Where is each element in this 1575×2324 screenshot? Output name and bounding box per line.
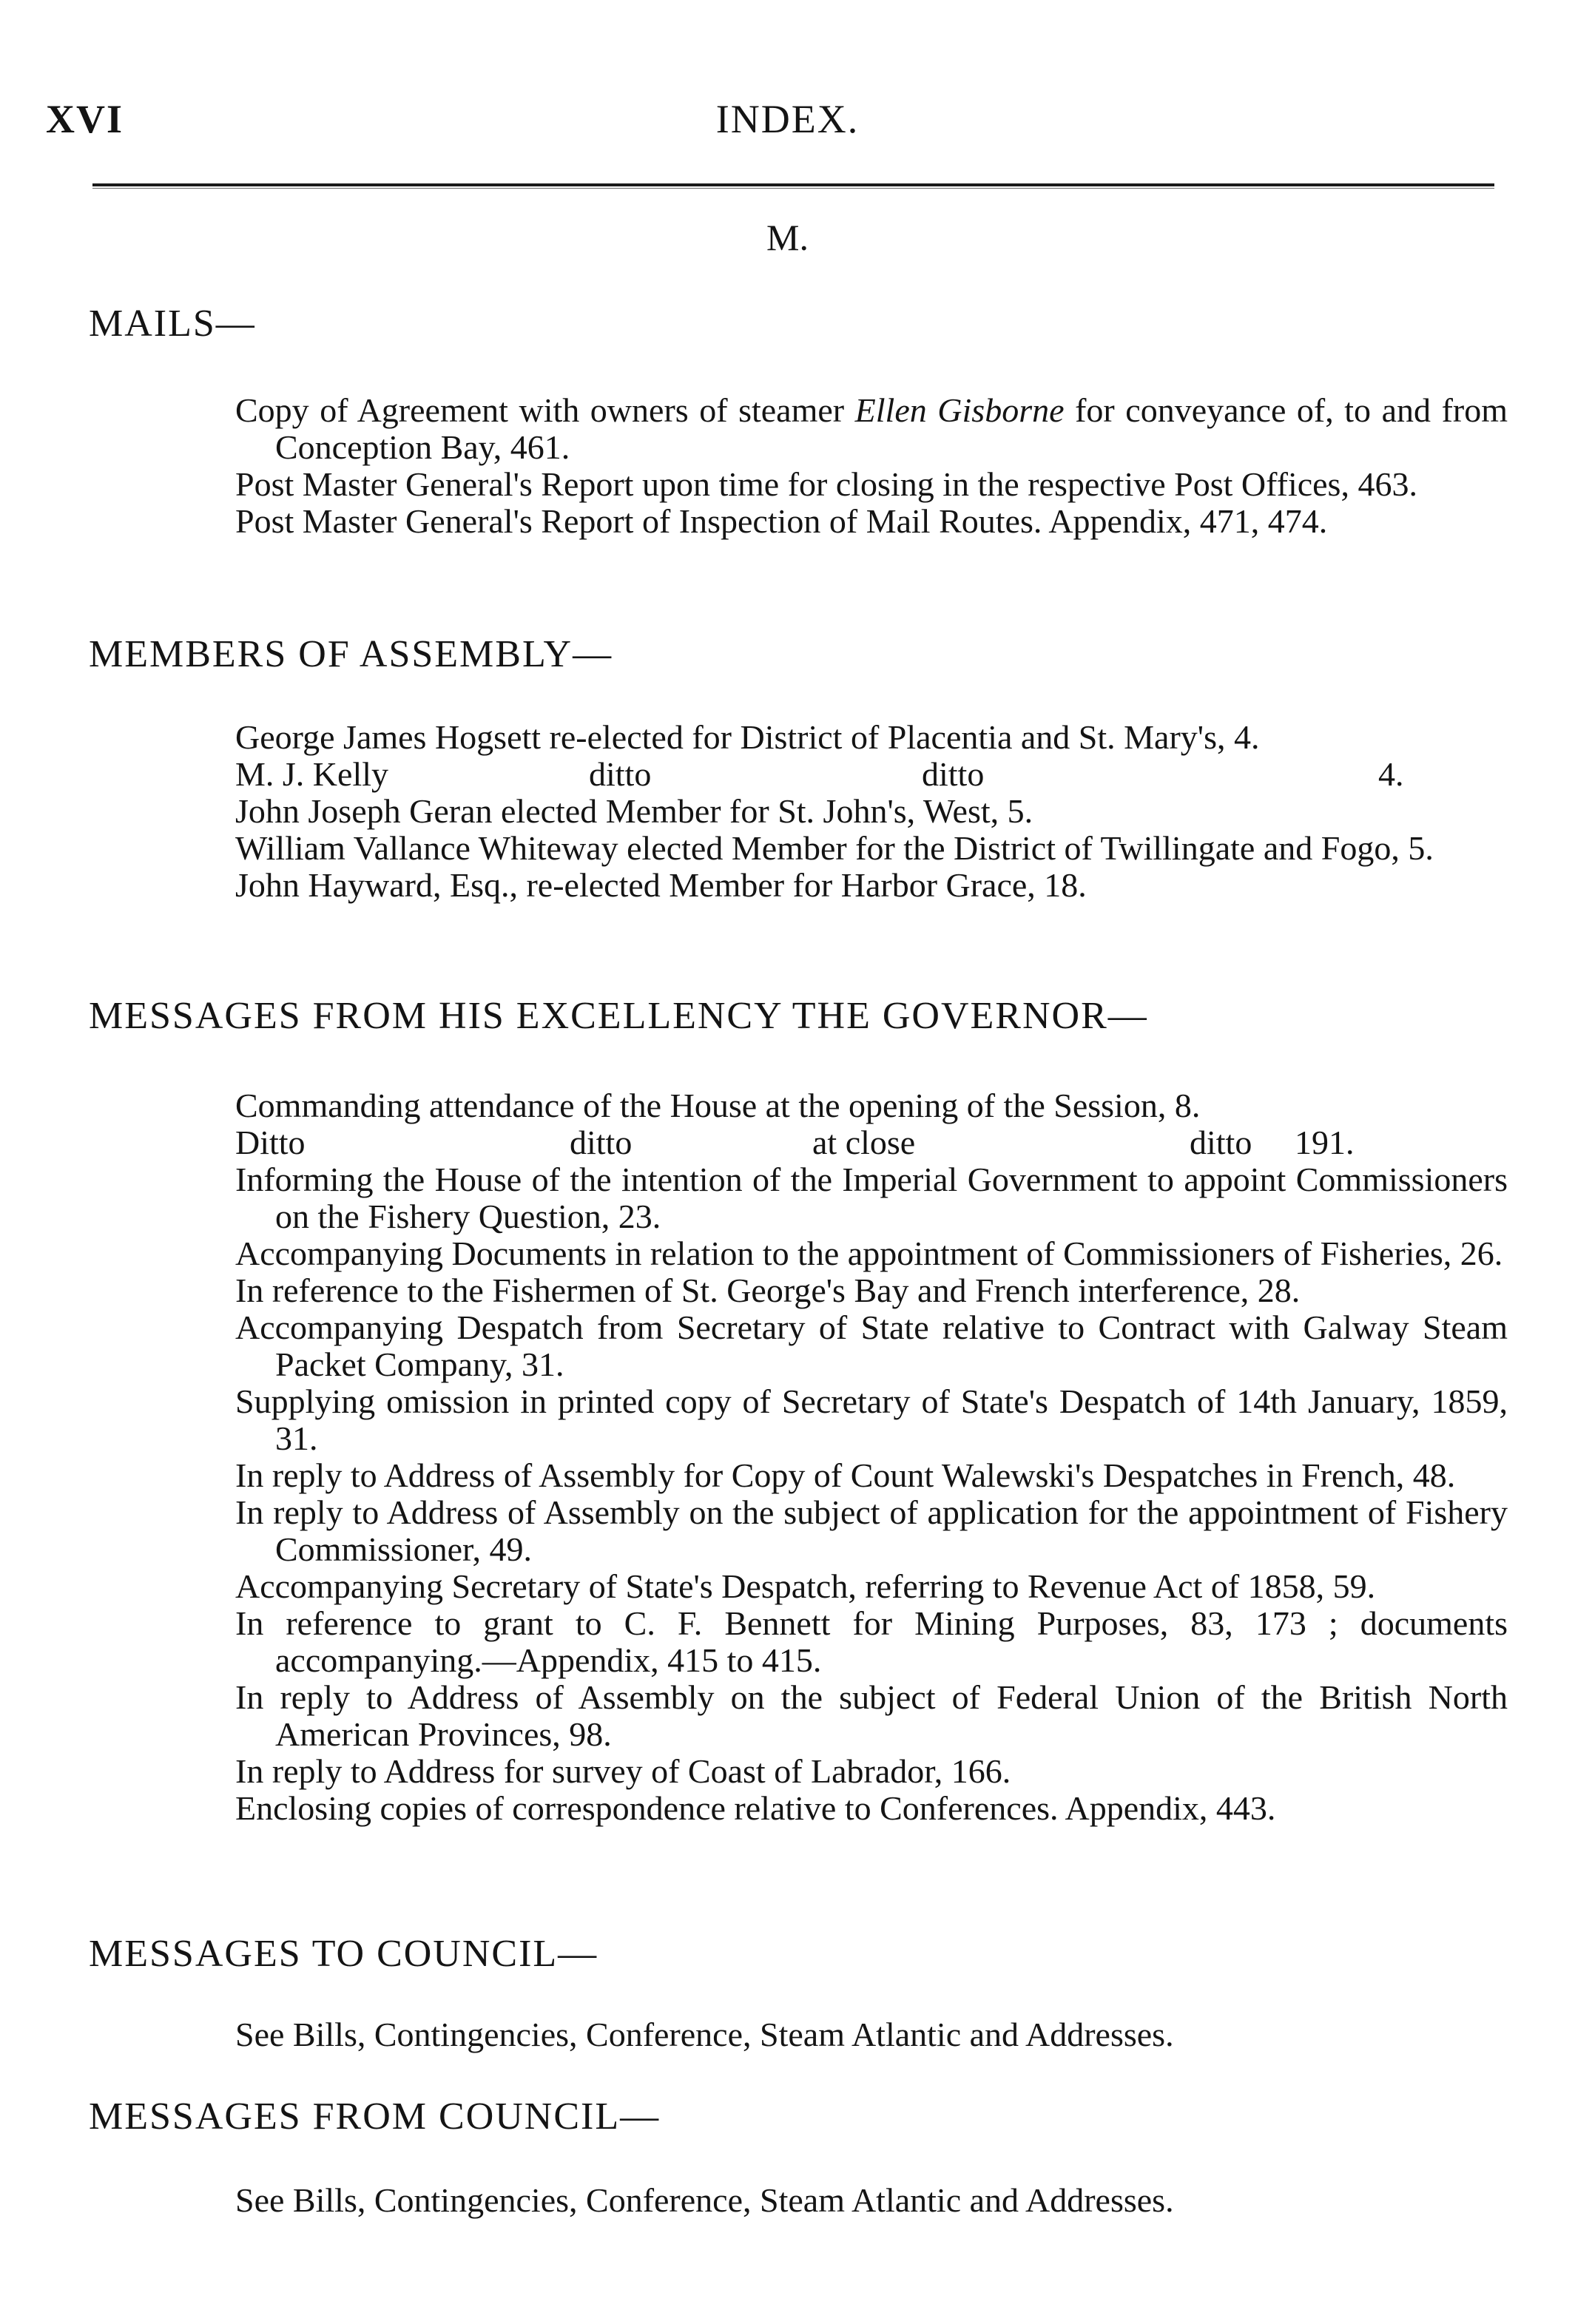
running-title: INDEX. <box>715 97 860 141</box>
ditto-mark: at close <box>812 1124 916 1161</box>
index-entry: John Hayward, Esq., re-elected Member for Harbor Grace, 18. <box>235 866 1087 904</box>
header-rule-thin <box>92 188 1494 189</box>
heading-mails: MAILS— <box>89 303 256 345</box>
governor-entries <box>235 1087 1508 1827</box>
ship-name: Ellen Gisborne <box>854 391 1065 429</box>
index-entry: In reference to the Fishermen of St. George's Bay and French interference, 28. <box>235 1271 1301 1309</box>
index-entry: In reference to grant to C. F. Bennett for Mining Purposes, 83, 173 ; documents accompanying.—Appendix, 415 to 415. <box>235 1604 1508 1679</box>
ditto-row <box>235 1124 1508 1161</box>
heading-messages-from-council: MESSAGES FROM COUNCIL— <box>89 2095 661 2138</box>
index-entry <box>235 392 1508 466</box>
entry-text: for conveyance of, to and from Conception Bay, 461. <box>275 391 1508 466</box>
entry-text: Copy of Agreement with owners of steamer <box>235 391 855 429</box>
index-entry: William Vallance Whiteway elected Member for the District of Twillingate and Fogo, 5. <box>235 829 1434 867</box>
index-entry: Commanding attendance of the House at the opening of the Session, 8. <box>235 1087 1201 1124</box>
section-letter: M. <box>766 217 809 258</box>
index-entry: Accompanying Despatch from Secretary of State relative to Contract with Galway Steam Packet Company, 31. <box>235 1308 1508 1383</box>
ditto-mark: ditto <box>570 1124 633 1161</box>
index-entry: Post Master General's Report upon time for closing in the respective Post Offices, 463. <box>235 465 1417 503</box>
member-name: M. J. Kelly <box>235 755 388 793</box>
members-entries <box>235 719 1508 904</box>
heading-messages-to-council: MESSAGES TO COUNCIL— <box>89 1933 598 1975</box>
index-entry: Post Master General's Report of Inspection of Mail Routes. Appendix, 471, 474. <box>235 502 1328 540</box>
page-header <box>0 89 1575 148</box>
index-entry: Supplying omission in printed copy of Secretary of State's Despatch of 14th January, 1859, 31. <box>235 1382 1508 1457</box>
cross-reference: See Bills, Contingencies, Conference, Steam Atlantic and Addresses. <box>235 2016 1174 2053</box>
index-entry: In reply to Address of Assembly on the subject of Federal Union of the British North American Provinces, 98. <box>235 1678 1508 1753</box>
heading-messages-from-governor: MESSAGES FROM HIS EXCELLENCY THE GOVERNOR— <box>89 995 1148 1037</box>
header-rule <box>92 183 1494 186</box>
ditto-mark: ditto <box>1190 1124 1252 1161</box>
index-entry: In reply to Address of Assembly on the subject of application for the appointment of Fishery Commissioner, 49. <box>235 1493 1508 1568</box>
ditto-mark: Ditto <box>235 1124 306 1161</box>
index-entry: George James Hogsett re-elected for District of Placentia and St. Mary's, 4. <box>235 718 1260 756</box>
heading-members-of-assembly: MEMBERS OF ASSEMBLY— <box>89 633 613 675</box>
ditto-row <box>235 756 1508 793</box>
index-entry: Enclosing copies of correspondence relative to Conferences. Appendix, 443. <box>235 1789 1276 1827</box>
page-number: XVI <box>46 97 124 141</box>
cross-reference: See Bills, Contingencies, Conference, Steam Atlantic and Addresses. <box>235 2181 1174 2219</box>
index-entry: In reply to Address for survey of Coast of Labrador, 166. <box>235 1752 1011 1790</box>
page-ref: 191. <box>1295 1124 1355 1161</box>
index-entry: Informing the House of the intention of the Imperial Government to appoint Commissioners on the Fishery Question, 23. <box>235 1161 1508 1235</box>
index-entry: Accompanying Secretary of State's Despatch, referring to Revenue Act of 1858, 59. <box>235 1567 1376 1605</box>
index-entry: In reply to Address of Assembly for Copy of Count Walewski's Despatches in French, 48. <box>235 1456 1456 1494</box>
ditto-mark: ditto <box>922 755 985 793</box>
page-ref: 4. <box>1378 755 1404 793</box>
ditto-mark: ditto <box>589 755 652 793</box>
mails-entries <box>235 392 1508 540</box>
index-entry: Accompanying Documents in relation to the appointment of Commissioners of Fisheries, 26. <box>235 1234 1503 1272</box>
index-entry: John Joseph Geran elected Member for St. John's, West, 5. <box>235 792 1033 830</box>
